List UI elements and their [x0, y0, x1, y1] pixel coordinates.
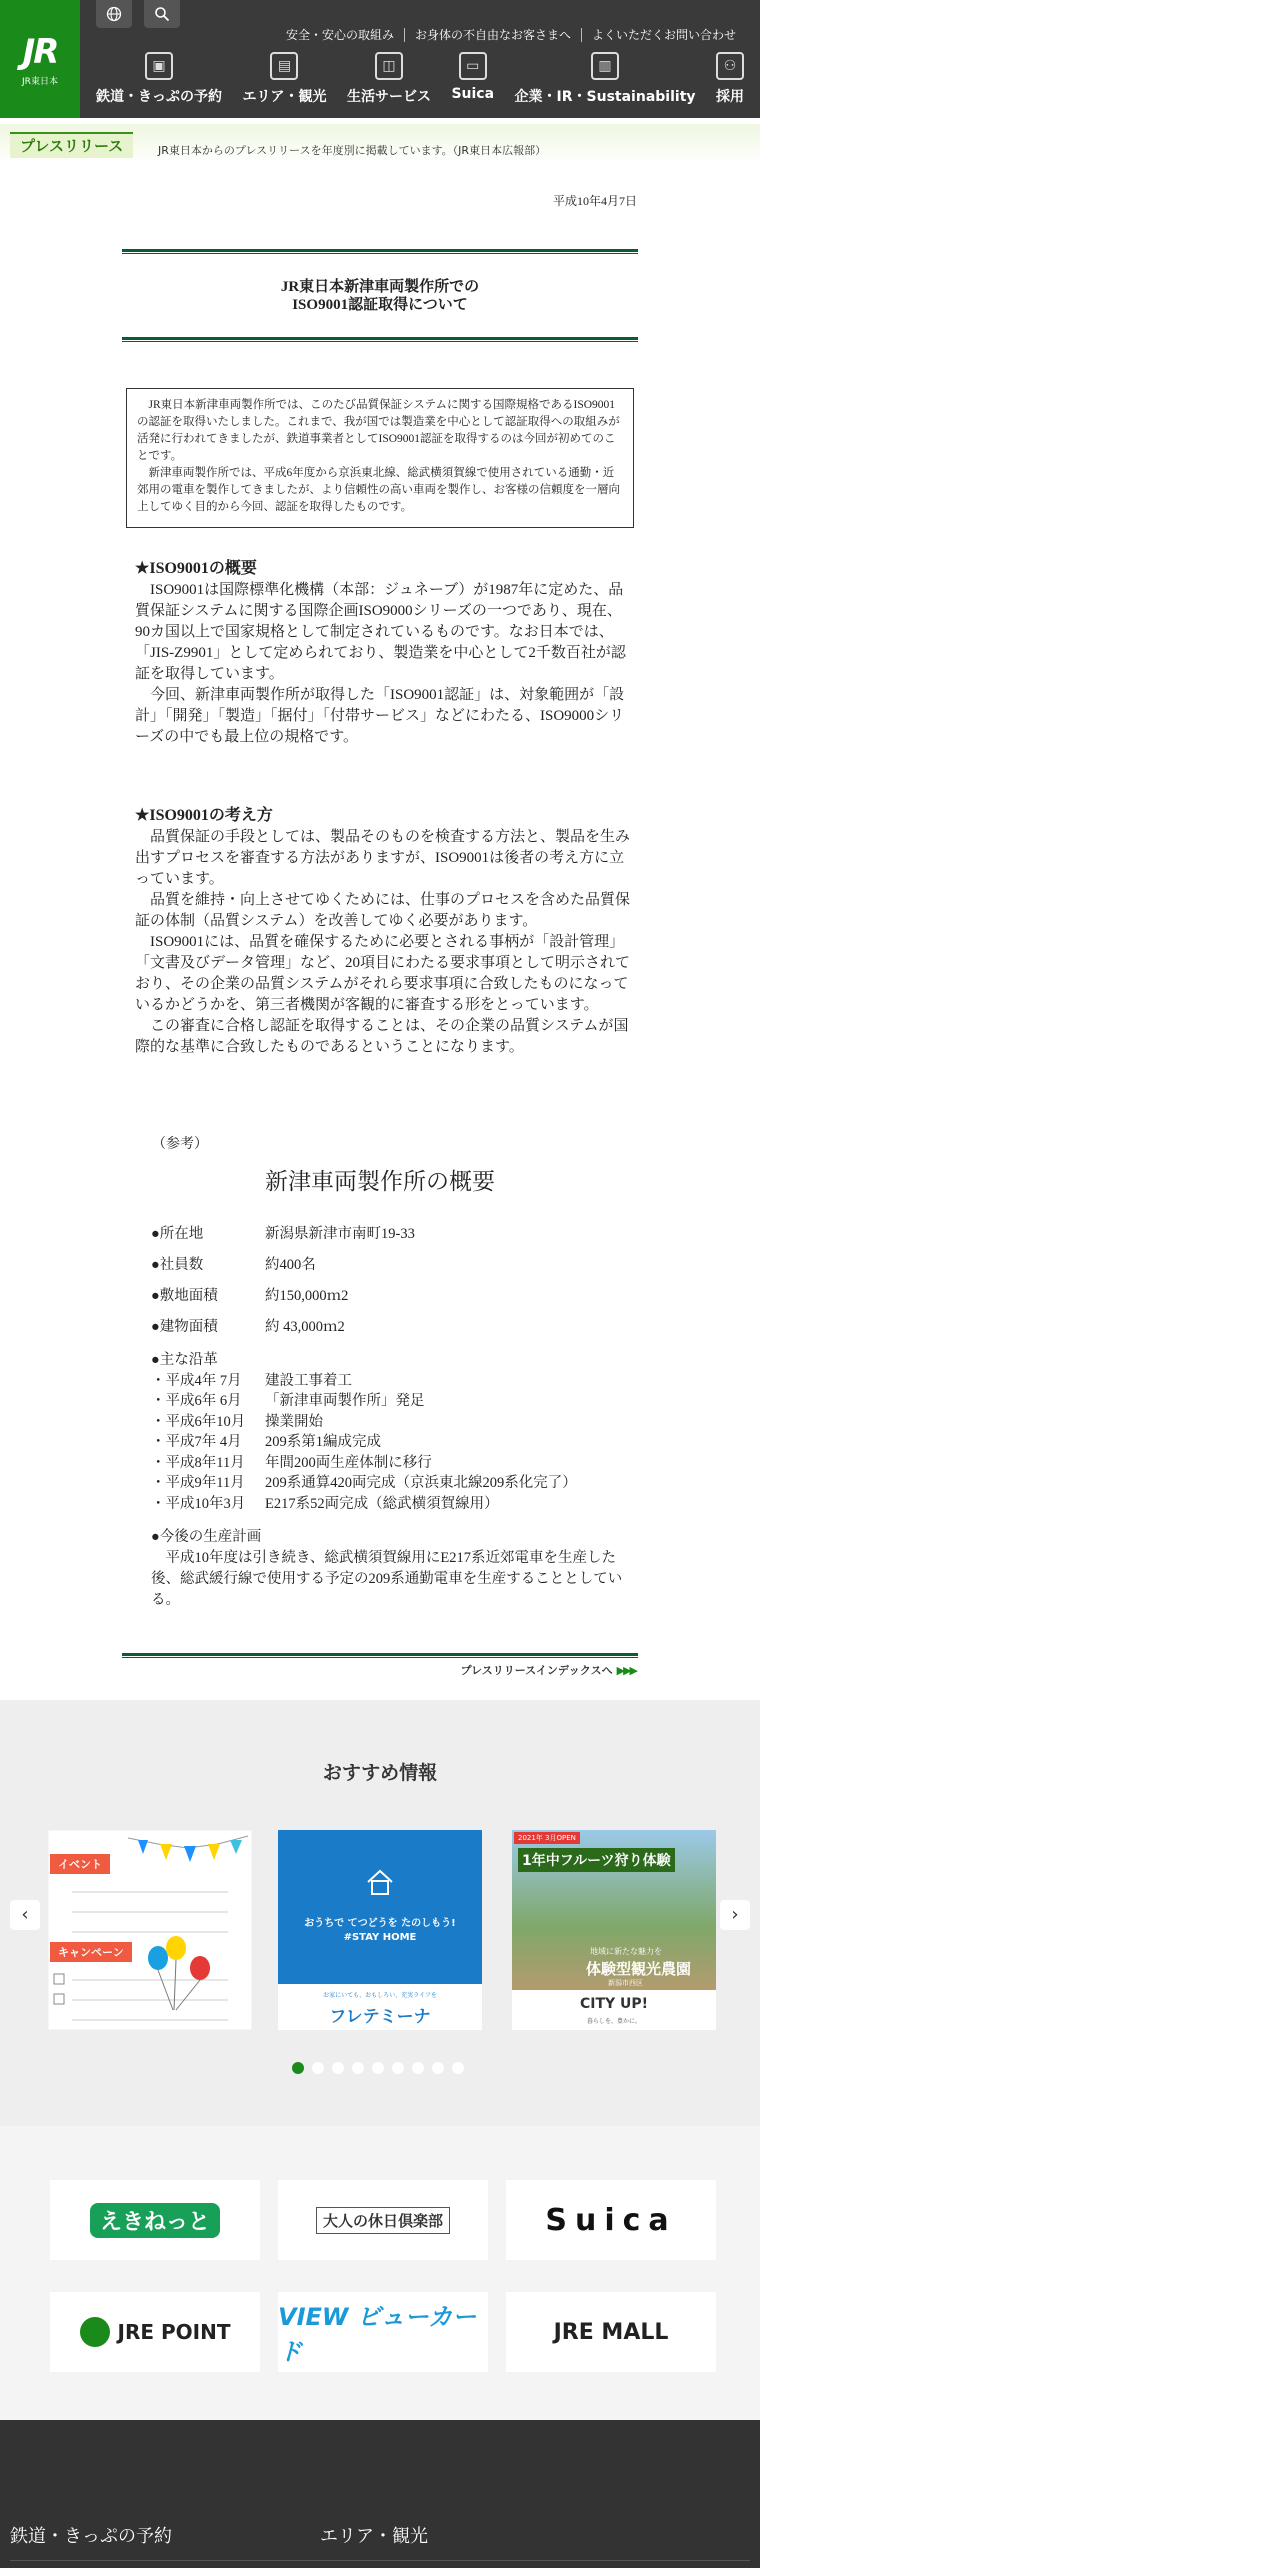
jre-mall-logo: JRE MALL [553, 2319, 669, 2345]
info-key: ●所在地 [151, 1226, 204, 1242]
reference-label: （参考） [152, 1137, 208, 1152]
utility-links [276, 28, 746, 42]
nav-label: 生活サービス [346, 89, 431, 105]
info-row [151, 1224, 415, 1244]
info-value: 新潟県新津市南町19-33 [265, 1226, 415, 1242]
section-paragraph: 品質保証の手段としては、製品そのものを検査する方法と、製品を生み出すプロセスを審査する方法がありますが、ISO9001は後者の考え方に立っています。 [135, 829, 631, 887]
jr-east-logo[interactable] [0, 0, 80, 118]
globe-icon[interactable] [96, 0, 132, 28]
info-key: ●敷地面積 [151, 1288, 218, 1304]
recommend-card-event[interactable] [48, 1830, 252, 2030]
site-header [0, 0, 760, 118]
nav-suica[interactable] [445, 52, 500, 112]
history-event: 建設工事着工 [265, 1372, 352, 1389]
building-icon: ▥ [591, 52, 619, 80]
section-heading: ★ISO9001の概要 [135, 560, 257, 577]
info-key: ●社員数 [151, 1257, 204, 1273]
history-event: 「新津車両製作所」発足 [265, 1393, 425, 1409]
title-line: ISO9001認証取得について [292, 297, 468, 313]
history-row [151, 1453, 577, 1474]
banner-suica[interactable] [506, 2180, 716, 2260]
history-date: ・平成4年 7月 [151, 1372, 242, 1389]
index-link-label: プレスリリースインデックスへ [460, 1664, 613, 1677]
info-row [151, 1317, 345, 1337]
global-nav [90, 52, 750, 112]
history-date: ・平成8年11月 [151, 1454, 245, 1471]
banner-jre-mall[interactable] [506, 2292, 716, 2372]
util-link-accessibility[interactable]: お身体の不自由なお客さまへ [404, 28, 581, 42]
info-value: 約150,000ｍ2 [265, 1288, 349, 1304]
history-date: ・平成6年 6月 [151, 1393, 242, 1409]
history-event: 209系通算420両完成（京浜東北線209系化完了） [265, 1475, 577, 1491]
future-plan [151, 1527, 631, 1611]
jre-point-icon [80, 2317, 110, 2347]
footer-divider [10, 2560, 750, 2561]
banner-ekinet[interactable] [50, 2180, 260, 2260]
stayhome-line2: #STAY HOME [343, 1932, 417, 1943]
history-date: ・平成6年10月 [151, 1413, 246, 1430]
nav-label: Suica [451, 86, 495, 102]
nav-area[interactable] [236, 52, 332, 112]
carousel-dot[interactable] [352, 2062, 364, 2074]
history-row [151, 1391, 577, 1412]
carousel-dot[interactable] [452, 2062, 464, 2074]
history-event: 年間200両生産体制に移行 [265, 1454, 432, 1471]
history-event: E217系52両完成（総武横須賀線用） [265, 1495, 499, 1512]
farm-main: 体験型観光農園 [586, 1960, 692, 1978]
page-title [122, 278, 638, 314]
section-paragraph: 品質を維持・向上させてゆくためには、仕事のプロセスを含めた品質保証の体制（品質システム）を改善してゆく必要があります。 [135, 892, 631, 929]
press-release-bar [0, 124, 760, 164]
history-event: 操業開始 [265, 1413, 323, 1430]
nav-recruit[interactable] [710, 52, 750, 112]
press-index-link[interactable] [460, 1662, 636, 1678]
carousel-dot[interactable] [332, 2062, 344, 2074]
tag-event: イベント [50, 1854, 110, 1874]
future-text: 平成10年度は引き続き、総武横須賀線用にE217系近郊電車を生産した後、総武緩行線で使用する予定の209系通勤電車を生産することとしている。 [151, 1550, 623, 1608]
carousel-dot[interactable] [392, 2062, 404, 2074]
info-value: 約 43,000ｍ2 [265, 1319, 345, 1335]
farm-open-badge: 2021年 3月OPEN [514, 1832, 580, 1844]
press-release-description: JR東日本からのプレスリリースを年度別に掲載しています。（JR東日本広報部） [158, 144, 547, 157]
history-date: ・平成10年3月 [151, 1495, 246, 1512]
stayhome-sub: お家にいても、おもしろい、充実ライフを [323, 1992, 437, 1999]
recommend-card-stayhome[interactable] [278, 1830, 482, 2030]
history-label: ●主な沿革 [151, 1352, 218, 1368]
tag-campaign: キャンペーン [50, 1942, 132, 1962]
site-footer [0, 2420, 760, 2568]
banner-view-card[interactable] [278, 2292, 488, 2372]
carousel-dot[interactable] [432, 2062, 444, 2074]
triple-arrow-icon: ▶▶▶ [616, 1664, 636, 1677]
carousel-next-button[interactable]: › [720, 1900, 750, 1930]
info-value: 約400名 [265, 1257, 316, 1273]
suitcase-icon: ▤ [270, 52, 298, 80]
nav-railway[interactable] [90, 52, 228, 112]
section-paragraph: この審査に合格し認証を取得することは、その企業の品質システムが国際的な基準に合致したものであるということになります。 [135, 1018, 629, 1055]
divider [122, 249, 638, 254]
recommend-card-fruit-farm[interactable] [512, 1830, 716, 2030]
nav-label: エリア・観光 [242, 89, 327, 105]
recommended-title: おすすめ情報 [322, 1762, 438, 1784]
footer-link-area[interactable]: エリア・観光 [320, 2526, 428, 2547]
history-row [151, 1473, 577, 1494]
logo-mark: JR [22, 31, 58, 72]
info-row [151, 1255, 316, 1275]
banner-jre-point[interactable] [50, 2292, 260, 2372]
history-row [151, 1432, 577, 1453]
farm-cityup: CITY UP! [579, 1996, 649, 2012]
summary-paragraph: JR東日本新津車両製作所では、このたび品質保証システムに関する国際規格であるISO9001の認証を取得いたしました。これまで、我が国では製造業を中心として認証取得への取組みが活発に行われてきましたが、鉄道事業者としてISO9001認証を取得するのは今回が初めてのことです。 [137, 399, 620, 462]
view-card-logo: VIEW ビューカード [278, 2303, 477, 2366]
service-banners [0, 2126, 760, 2420]
nav-label: 採用 [716, 89, 744, 105]
util-link-safety[interactable]: 安全・安心の取組み [285, 28, 394, 42]
shopping-bag-icon: ◫ [375, 52, 403, 80]
carousel-dot[interactable] [312, 2062, 324, 2074]
release-date: 平成10年4月7日 [552, 194, 637, 208]
card-icon: ▭ [459, 52, 487, 80]
history-list [151, 1350, 577, 1514]
history-row [151, 1371, 577, 1392]
history-row [151, 1494, 577, 1515]
recommended-section [0, 1700, 760, 2126]
nav-corporate[interactable] [509, 52, 702, 112]
stayhome-brand: フレテミーナ [329, 2007, 431, 2027]
otona-logo: 大人の休日倶楽部 [316, 2207, 450, 2234]
summary-paragraph: 新津車両製作所では、平成6年度から京浜東北線、総武横須賀線で使用されている通勤・近郊用の電車を製作してきましたが、より信頼性の高い車両を製作し、お客様の信頼度を一層向上してゆく目的から今回、認証を取得したものです。 [137, 467, 620, 513]
section-paragraph: ISO9001には、品質を確保するために必要とされる事柄が「設計管理」「文書及びデータ管理」など、20項目にわたる要求事項として明示されており、その企業の品質システムがそれら要求事項に合致したものになっているかどうかを、第三者機関が客観的に審査する形をとっています。 [135, 934, 631, 1013]
section-concept [135, 805, 630, 1058]
carousel-prev-button[interactable]: ‹ [10, 1900, 40, 1930]
info-key: ●建物面積 [151, 1319, 218, 1335]
section-overview [135, 558, 630, 748]
farm-place: 新潟市西区 [608, 1979, 643, 1987]
suica-logo: Suica [545, 2202, 677, 2238]
people-icon: ⚇ [716, 52, 744, 80]
farm-cityup-sub: 暮らしを、豊かに。 [586, 2018, 641, 2025]
ekinet-logo: えきねっと [90, 2203, 220, 2238]
carousel-dot[interactable] [412, 2062, 424, 2074]
section-heading: ★ISO9001の考え方 [135, 807, 273, 824]
footer-link-railway[interactable]: 鉄道・きっぷの予約 [10, 2526, 172, 2547]
divider [122, 1653, 638, 1658]
summary-box [126, 388, 634, 528]
divider [122, 337, 638, 342]
util-link-faq[interactable]: よくいただくお問い合わせ [581, 28, 746, 42]
history-date: ・平成7年 4月 [151, 1434, 242, 1450]
nav-label: 鉄道・きっぷの予約 [96, 89, 222, 105]
history-row [151, 1412, 577, 1433]
section-paragraph: ISO9001は国際標準化機構（本部：ジュネーブ）が1987年に定めた、品質保証システムに関する国際企画ISO9000シリーズの一つであり、現在、90カ国以上で国家規格として制定されているものです。なお日本では、「JIS-Z9901」として定められており、製造業を中心として2千数百社が認証を取得しています。 [135, 582, 626, 682]
section-paragraph: 今回、新津車両製作所が取得した「ISO9001認証」は、対象範囲が「設計」「開発」「製造」「据付」「付帯サービス」などにわたる、ISO9000シリーズの中でも最上位の規格です。 [135, 687, 625, 745]
logo-text: JR東日本 [22, 76, 58, 87]
farm-headline: 1年中フルーツ狩り体験 [518, 1848, 675, 1872]
carousel-dot[interactable] [372, 2062, 384, 2074]
future-label: ●今後の生産計画 [151, 1529, 262, 1545]
press-release-tab[interactable]: プレスリリース [10, 132, 133, 158]
nav-label: 企業・IR・Sustainability [514, 89, 696, 105]
history-date: ・平成9年11月 [151, 1475, 245, 1491]
banner-otona-kyujitsu[interactable] [278, 2180, 488, 2260]
train-icon: ▣ [145, 52, 173, 80]
info-row [151, 1286, 348, 1306]
carousel-dots [292, 2062, 472, 2074]
stayhome-bg [278, 1830, 482, 1984]
farm-sub: 地域に新たな魅力を [590, 1947, 662, 1956]
house-icon [364, 1866, 396, 1898]
title-line: JR東日本新津車両製作所での [280, 279, 480, 295]
reference-title: 新津車両製作所の概要 [265, 1169, 495, 1194]
jre-point-logo: JRE POINT [117, 2320, 231, 2344]
nav-life[interactable] [341, 52, 437, 112]
history-event: 209系第1編成完成 [265, 1434, 381, 1450]
carousel-dot[interactable] [292, 2062, 304, 2074]
search-icon[interactable] [144, 0, 180, 28]
stayhome-line1: おうちで てつどうを たのしもう! [304, 1918, 456, 1929]
